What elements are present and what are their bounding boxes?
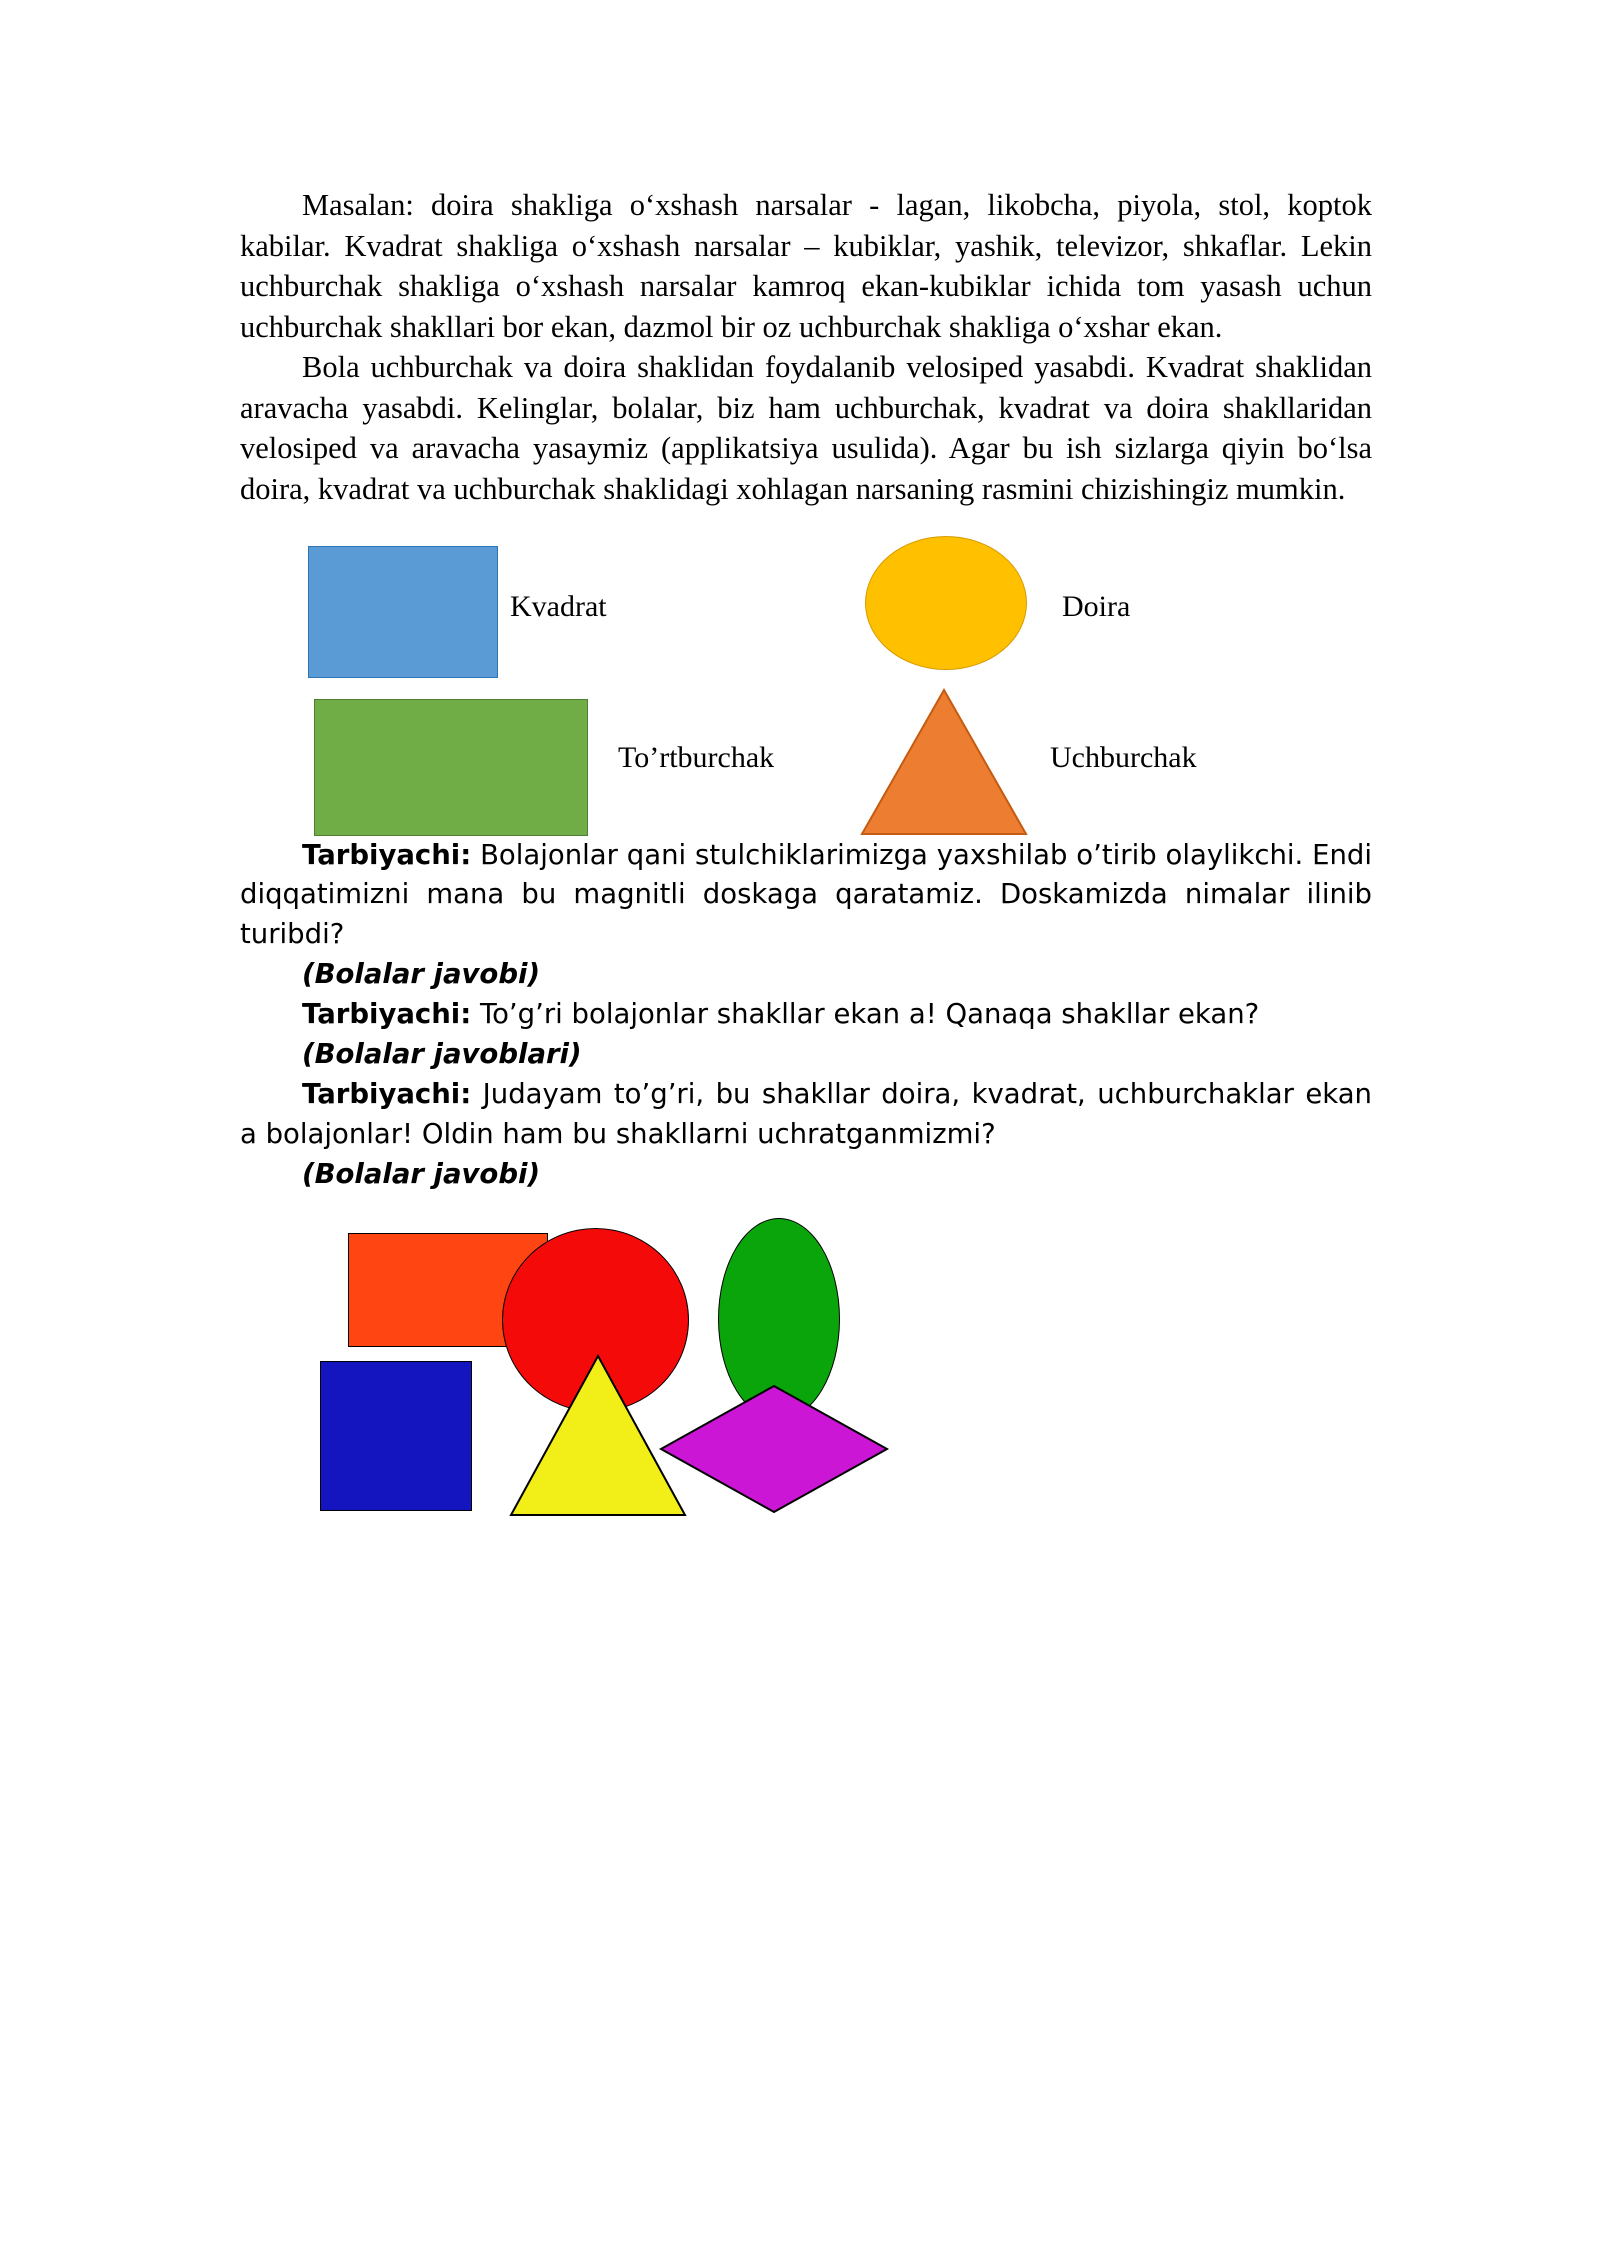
label-tortburchak: To’rtburchak bbox=[618, 740, 775, 774]
dialogue-line-3 bbox=[240, 1075, 1372, 1155]
figure-group-labeled-shapes bbox=[240, 536, 1372, 836]
orange-triangle-shape bbox=[860, 688, 1028, 836]
label-kvadrat: Kvadrat bbox=[510, 589, 607, 623]
dialogue-note-1 bbox=[240, 955, 1372, 995]
note-text-2: (Bolalar javoblari) bbox=[302, 1037, 582, 1070]
speaker-tarbiyachi-2: Tarbiyachi: bbox=[302, 998, 472, 1030]
note-text-1: (Bolalar javobi) bbox=[302, 958, 541, 991]
paragraph-intro-shapes: Masalan: doira shakliga o‘xshash narsalar - lagan, likobcha, piyola, stol, koptok kabilar. Kvadrat shakliga o‘xshash narsalar – kubiklar, yashik, televizor, shkaflar. Lekin uchburchak shakliga o‘xshash narsalar kamroq ekan-kubiklar ichida tom yasash uchun uchburchak shakllari bor ekan, dazmol bir oz uchburchak shakliga o‘xshar ekan. bbox=[240, 188, 1372, 344]
speaker-tarbiyachi-1: Tarbiyachi: bbox=[302, 838, 472, 871]
blue-square-shape-2 bbox=[320, 1361, 472, 1511]
dialogue-text-1: Bolajonlar qani stulchiklarimizga yaxshilab o’tirib olaylikchi. Endi diqqatimizni mana bu magnitli doskaga qaratamiz. Doskamizda nimalar ilinib turibdi? bbox=[240, 838, 1372, 951]
dialogue-note-2 bbox=[240, 1035, 1372, 1075]
figure-group-colored-shapes bbox=[240, 1218, 1372, 1638]
label-uchburchak: Uchburchak bbox=[1050, 740, 1197, 774]
paragraph-activity: Bola uchburchak va doira shaklidan foydalanib velosiped yasabdi. Kvadrat shaklidan aravacha yasabdi. Kelinglar, bolalar, biz ham uchburchak, kvadrat va doira shakllaridan velosiped va aravacha yasaymiz (applikatsiya usulida). Agar bu ish sizlarga qiyin bo‘lsa doira, kvadrat va uchburchak shaklidagi xohlagan narsaning rasmini chizishingiz mumkin. bbox=[240, 350, 1372, 506]
blue-square-shape bbox=[308, 546, 498, 678]
dialogue-text-3: Judayam to’g’ri, bu shakllar doira, kvadrat, uchburchaklar ekan a bolajonlar! Oldin ham bu shakllarni uchratganmizmi? bbox=[240, 1077, 1372, 1150]
dialogue-line-1 bbox=[240, 836, 1372, 956]
speaker-tarbiyachi-3: Tarbiyachi: bbox=[302, 1077, 472, 1110]
dialogue-text-2: To’g’ri bolajonlar shakllar ekan a! Qanaqa shakllar ekan? bbox=[471, 998, 1260, 1030]
dialogue-line-2 bbox=[240, 995, 1372, 1035]
note-text-3: (Bolalar javobi) bbox=[302, 1157, 541, 1190]
magenta-diamond-shape bbox=[658, 1383, 890, 1515]
yellow-circle-shape bbox=[865, 536, 1027, 670]
label-doira: Doira bbox=[1062, 589, 1131, 623]
green-rectangle-shape bbox=[314, 699, 588, 836]
dialogue-note-3 bbox=[240, 1155, 1372, 1195]
